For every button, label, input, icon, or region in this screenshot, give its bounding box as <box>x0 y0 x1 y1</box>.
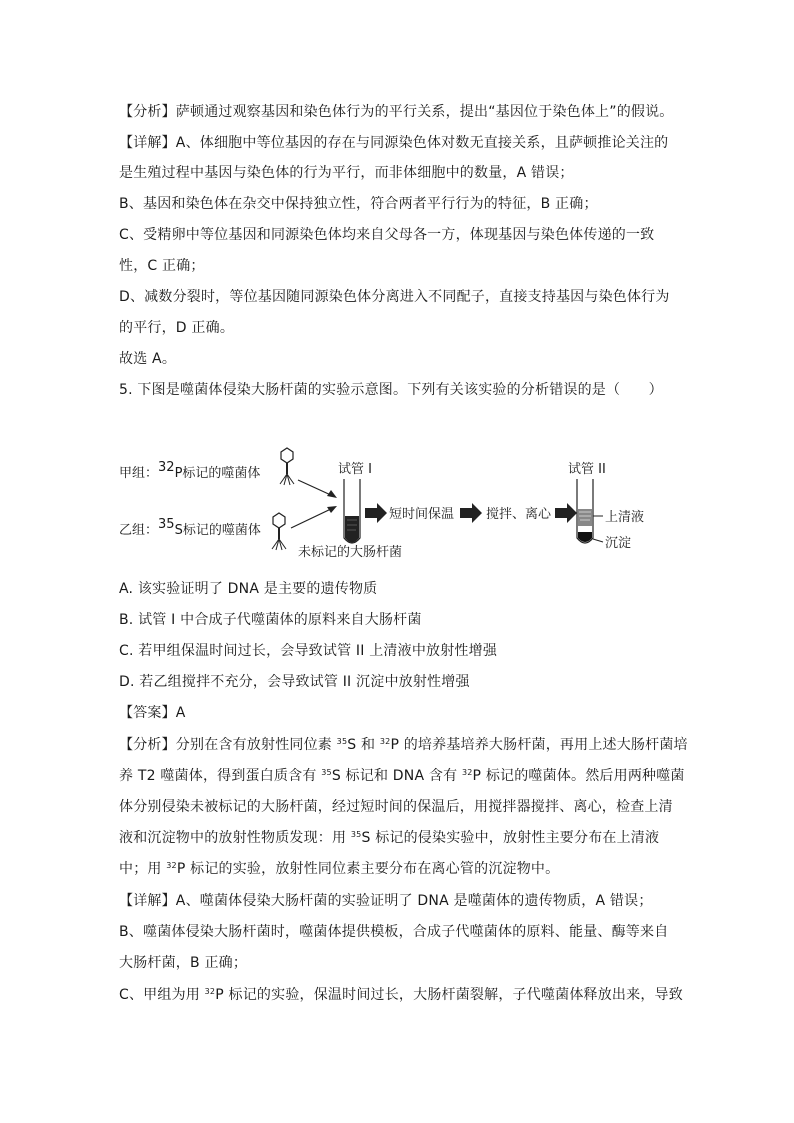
analysis-line: 【分析】分别在含有放射性同位素 $^{35}$S 和 $^{32}$P 的培养基培养大肠杆菌，再用上述大肠杆菌培 <box>119 737 688 753</box>
option-b: B. 试管 I 中合成子代噬菌体的原料来自大肠杆菌 <box>119 612 422 628</box>
group-b-label: 乙组：35S标记的噬菌体 <box>119 517 261 538</box>
detail-line: B、噬菌体侵染大肠杆菌时，噬菌体提供模板，合成子代噬菌体的原料、能量、酶等来自 <box>119 924 669 940</box>
detail-paragraph-line: C、受精卵中等位基因和同源染色体均来自父母各一方，体现基因与染色体传递的一致 <box>119 227 655 243</box>
analysis-paragraph: 【分析】萨顿通过观察基因和染色体行为的平行关系，提出“基因位于染色体上”的假说。 <box>119 104 674 120</box>
arrow-icon <box>291 506 337 528</box>
option-a: A. 该实验证明了 DNA 是主要的遗传物质 <box>119 581 378 597</box>
detail-paragraph-line: D、减数分裂时，等位基因随同源染色体分离进入不同配子，直接支持基因与染色体行为 <box>119 289 670 305</box>
experiment-diagram <box>115 446 675 571</box>
supernatant-label: 上清液 <box>605 510 645 525</box>
block-arrow-icon <box>460 503 482 523</box>
analysis-line: 中；用 $^{32}$P 标记的实验，放射性同位素主要分布在离心管的沉淀物中。 <box>119 861 560 877</box>
phage-icon <box>280 448 294 485</box>
detail-line: 【详解】A、噬菌体侵染大肠杆菌的实验证明了 DNA 是噬菌体的遗传物质，A 错误； <box>119 893 653 909</box>
step-incubate-label: 短时间保温 <box>389 507 455 522</box>
option-d: D. 若乙组搅拌不充分，会导致试管 II 沉淀中放射性增强 <box>119 674 470 690</box>
arrow-icon <box>298 480 337 498</box>
detail-paragraph-line: 是生殖过程中基因与染色体的行为平行，而非体细胞中的数量，A 错误； <box>119 165 574 181</box>
tube-1-label: 试管 I <box>338 462 372 477</box>
analysis-line: 养 T2 噬菌体，得到蛋白质含有 $^{35}$S 标记和 DNA 含有 $^{32}$P 标记的噬菌体。然后用两种噬菌 <box>119 768 685 784</box>
question-stem: 5. 下图是噬菌体侵染大肠杆菌的实验示意图。下列有关该实验的分析错误的是（ ） <box>119 382 663 398</box>
block-arrow-icon <box>555 503 577 523</box>
experiment-figure <box>115 446 675 571</box>
bacteria-label: 未标记的大肠杆菌 <box>298 545 403 560</box>
detail-line: C、甲组为用 $^{32}$P 标记的实验，保温时间过长，大肠杆菌裂解，子代噬菌体释放出来，导致 <box>119 987 683 1003</box>
phage-icon <box>272 513 286 550</box>
test-tube-2 <box>577 479 593 543</box>
conclusion-line: 故选 A。 <box>119 351 177 367</box>
tube-2-label: 试管 II <box>568 462 606 477</box>
analysis-line: 体分别侵染未被标记的大肠杆菌，经过短时间的保温后，用搅拌器搅拌、离心，检查上清 <box>119 799 673 815</box>
sediment-label: 沉淀 <box>605 536 632 551</box>
option-c: C. 若甲组保温时间过长，会导致试管 II 上清液中放射性增强 <box>119 643 498 659</box>
analysis-line: 液和沉淀物中的放射性物质发现：用 $^{35}$S 标记的侵染实验中，放射性主要分布在上清液 <box>119 830 660 846</box>
answer-line: 【答案】A <box>119 705 186 721</box>
step-centrifuge-label: 搅拌、离心 <box>486 507 552 522</box>
detail-paragraph-line: 【详解】A、体细胞中等位基因的存在与同源染色体对数无直接关系，且萨顿推论关注的 <box>119 135 669 151</box>
detail-paragraph-line: B、基因和染色体在杂交中保持独立性，符合两者平行行为的特征，B 正确； <box>119 196 598 212</box>
block-arrow-icon <box>365 503 387 523</box>
detail-paragraph-line: 性，C 正确； <box>119 258 205 274</box>
group-a-label: 甲组：32P标记的噬菌体 <box>119 460 261 481</box>
test-tube-1 <box>344 479 360 543</box>
detail-line: 大肠杆菌，B 正确； <box>119 955 248 971</box>
detail-paragraph-line: 的平行，D 正确。 <box>119 320 235 336</box>
